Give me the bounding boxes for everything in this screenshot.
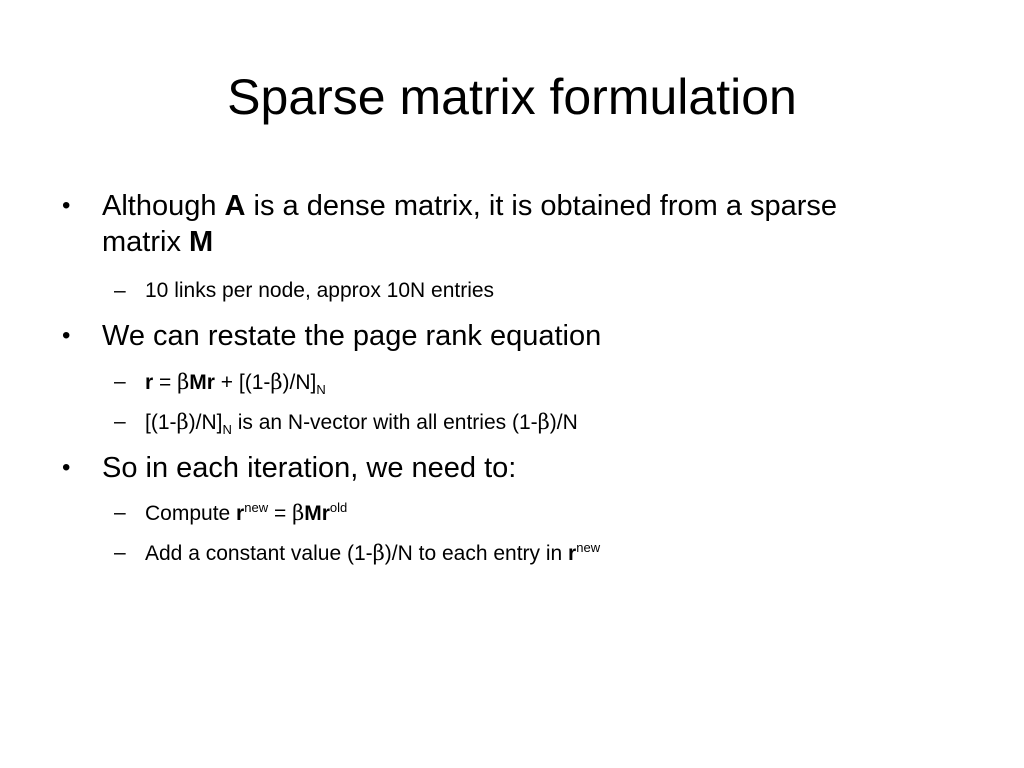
dash-marker: – [114, 541, 126, 564]
beta-symbol: β [177, 370, 190, 394]
sub-bullet-text [145, 409, 578, 436]
mr-symbol: Mr [304, 502, 330, 525]
text-run: = [268, 502, 293, 525]
text-run: = [153, 371, 178, 394]
bullet-text [102, 188, 922, 260]
beta-symbol: β [292, 501, 305, 525]
text-run: Compute [145, 502, 237, 525]
text-run: )/N to each entry in [384, 542, 569, 565]
text-run: is a dense matrix, it is obtained from a sparse [245, 190, 838, 222]
bullet-text: We can restate the page rank equation [102, 320, 602, 352]
superscript-new: new [244, 500, 269, 515]
equation-text [145, 500, 347, 527]
matrix-m-symbol: M [189, 226, 214, 258]
dash-marker: – [114, 370, 126, 393]
bullet-text: So in each iteration, we need to: [102, 452, 517, 484]
sub-bullet-text [145, 540, 600, 567]
text-run: Add a constant value (1- [145, 542, 373, 565]
superscript-new: new [576, 540, 601, 555]
dash-marker: – [114, 279, 126, 302]
beta-symbol: β [270, 370, 283, 394]
text-run: )/N [549, 411, 578, 434]
text-run: matrix [102, 226, 189, 258]
beta-symbol: β [372, 541, 385, 565]
superscript-old: old [329, 500, 348, 515]
text-run: + [(1- [214, 371, 271, 394]
dash-marker: – [114, 501, 126, 524]
bullet-marker: • [62, 454, 71, 481]
subscript-n: N [222, 422, 232, 438]
vector-r-symbol: r [568, 542, 577, 565]
text-run: [(1- [145, 411, 177, 434]
sub-bullet-text: 10 links per node, approx 10N entries [145, 279, 495, 302]
text-run: )/N] [282, 371, 317, 394]
bullet-marker: • [62, 192, 71, 219]
bullet-marker: • [62, 322, 71, 349]
vector-r-symbol: r [145, 371, 154, 394]
equation-text [145, 369, 326, 396]
beta-symbol: β [537, 410, 550, 434]
matrix-a-symbol: A [224, 190, 246, 222]
subscript-n: N [316, 382, 326, 398]
dash-marker: – [114, 410, 126, 433]
mr-symbol: Mr [189, 371, 215, 394]
vector-r-symbol: r [236, 502, 245, 525]
text-run: is an N-vector with all entries (1- [231, 411, 538, 434]
text-run: )/N] [188, 411, 223, 434]
text-run: Although [102, 190, 225, 222]
beta-symbol: β [176, 410, 189, 434]
slide-title: Sparse matrix formulation [227, 69, 797, 125]
